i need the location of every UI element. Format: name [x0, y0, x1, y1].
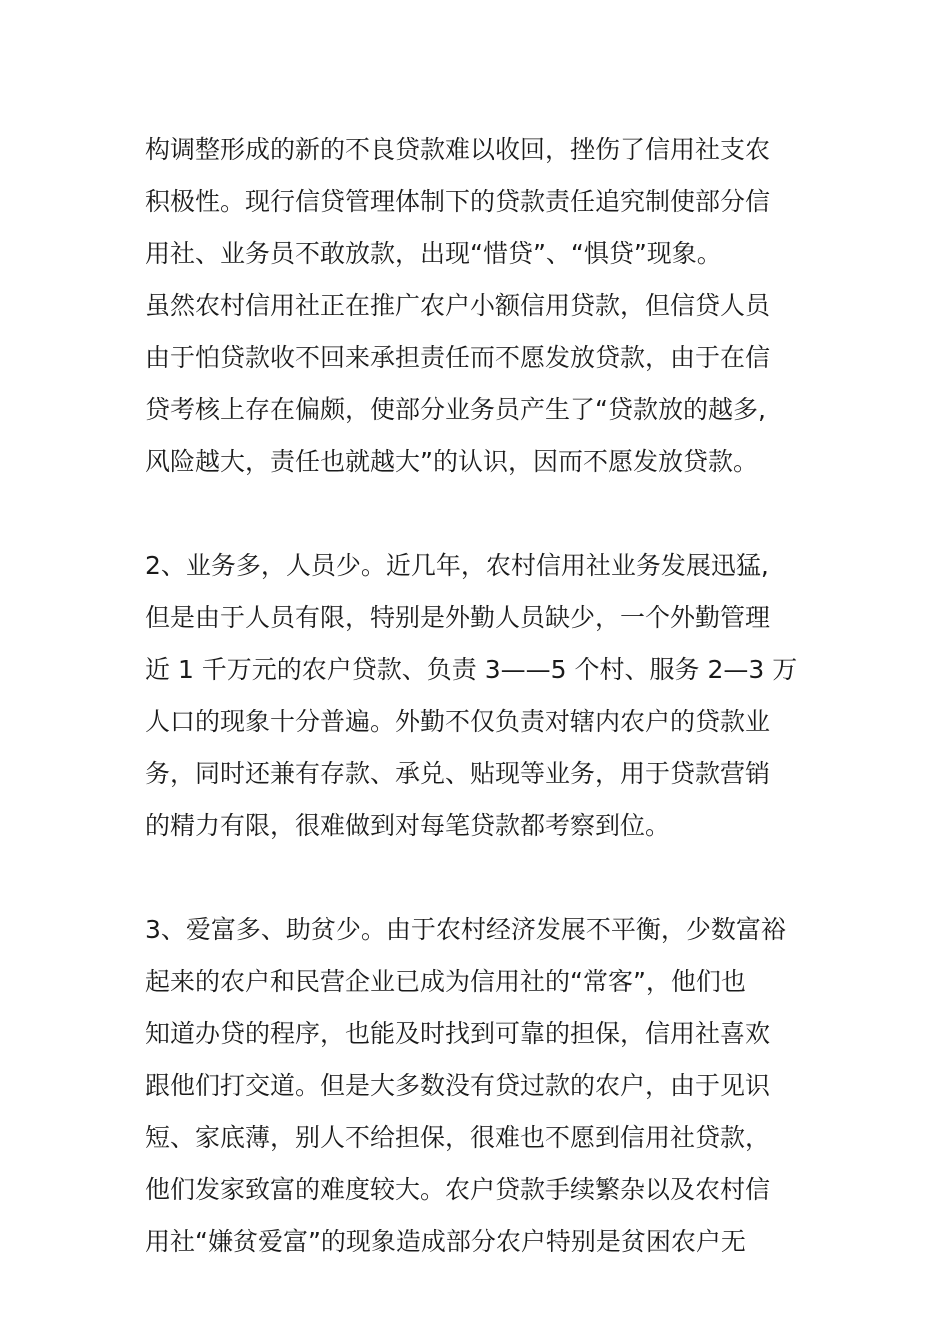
text-line: 但是由于人员有限，特别是外勤人员缺少，一个外勤管理 [145, 603, 771, 632]
document-body [145, 124, 825, 1268]
text-line: 构调整形成的新的不良贷款难以收回，挫伤了信用社支农 [145, 135, 771, 164]
text-line: 风险越大，责任也就越大”的认识，因而不愿发放贷款。 [145, 447, 758, 476]
text-line: 人口的现象十分普遍。外勤不仅负责对辖内农户的贷款业 [145, 707, 771, 736]
text-line: 他们发家致富的难度较大。农户贷款手续繁杂以及农村信 [145, 1175, 771, 1204]
paragraph-spacer [145, 852, 825, 904]
text-line: 积极性。现行信贷管理体制下的贷款责任追究制使部分信 [145, 187, 771, 216]
text-line: 知道办贷的程序，也能及时找到可靠的担保，信用社喜欢 [145, 1019, 771, 1048]
text-line: 虽然农村信用社正在推广农户小额信用贷款，但信贷人员 [145, 291, 771, 320]
paragraph-2 [145, 540, 825, 852]
text-line: 起来的农户和民营企业已成为信用社的“常客”，他们也 [145, 967, 746, 996]
paragraph-1 [145, 124, 825, 488]
text-line: 跟他们打交道。但是大多数没有贷过款的农户，由于见识 [145, 1071, 771, 1100]
text-line: 用社、业务员不敢放款，出现“惜贷”、“惧贷”现象。 [145, 239, 722, 268]
paragraph-3 [145, 904, 825, 1268]
text-line: 用社“嫌贫爱富”的现象造成部分农户特别是贫困农户无 [145, 1227, 746, 1256]
text-line: 2、业务多，人员少。近几年，农村信用社业务发展迅猛, [145, 551, 769, 580]
text-line: 由于怕贷款收不回来承担责任而不愿发放贷款，由于在信 [145, 343, 771, 372]
text-line: 3、爱富多、助贫少。由于农村经济发展不平衡，少数富裕 [145, 915, 786, 944]
text-line: 短、家底薄，别人不给担保，很难也不愿到信用社贷款， [145, 1123, 771, 1152]
text-line: 贷考核上存在偏颇，使部分业务员产生了“贷款放的越多, [145, 395, 766, 424]
text-line: 近 1 千万元的农户贷款、负责 3——5 个村、服务 2—3 万 [145, 655, 798, 684]
paragraph-spacer [145, 488, 825, 540]
text-line: 的精力有限，很难做到对每笔贷款都考察到位。 [145, 811, 671, 840]
text-line: 务，同时还兼有存款、承兑、贴现等业务，用于贷款营销 [145, 759, 771, 788]
